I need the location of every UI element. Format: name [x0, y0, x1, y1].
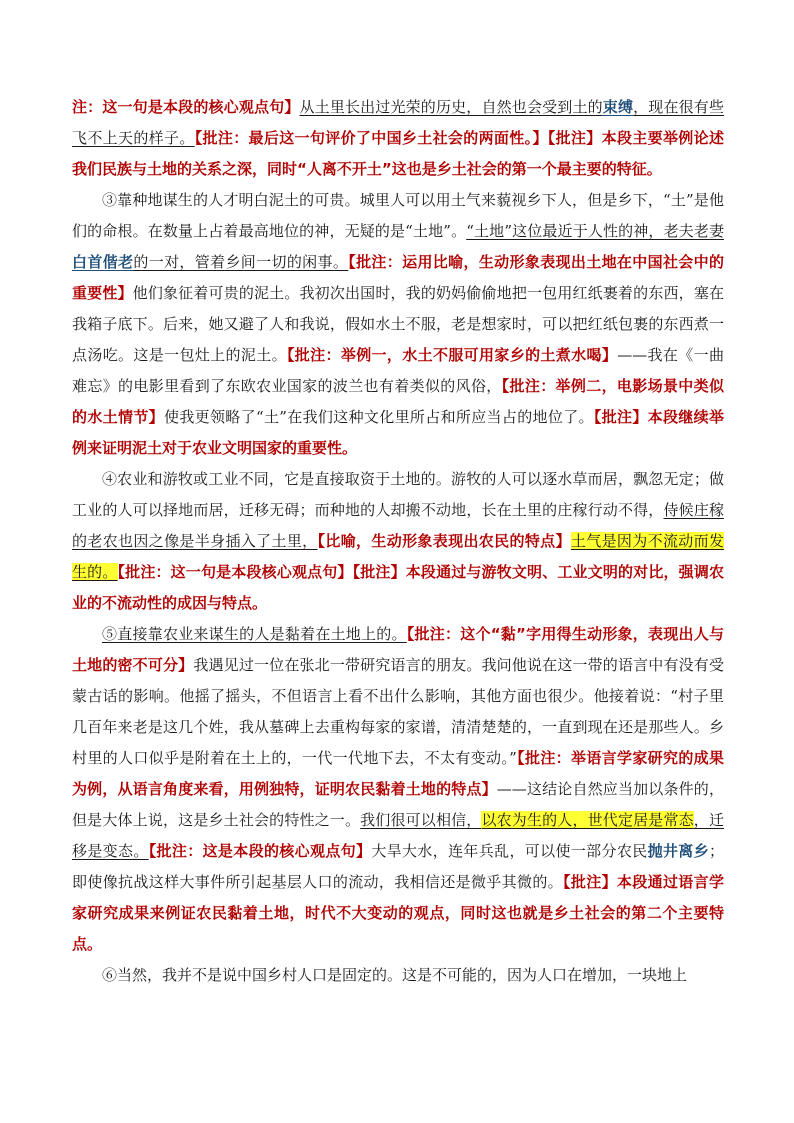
annotation: 【批注：这一句是本段核心观点句】【批注】本段通过与游牧文明、工业文明的对比，强调农业的不流动性的成因与特点。: [72, 563, 724, 612]
underlined-text: ⑤直接靠农业来谋生的人是黏着在土地上的。: [102, 625, 407, 643]
annotation: 【比喻，生动形象表现出农民的特点】: [317, 532, 571, 550]
annotation: 【批注】本段通过语言学家研究成果来例证农民黏着土地，时代不大变动的观点，同时这也就是乡土社会的第二个主要特点。: [72, 873, 724, 953]
body-text: ③靠种地谋生的人才明白泥土的可贵。城里人可以用土气来藐视乡下人，但是乡下，“土”是他们的命根。在数量上占着最高地位的神，无疑的是“土地”。: [72, 191, 724, 240]
underlined-text: ，现在很有些飞不上天的样子。: [72, 98, 724, 147]
annotation: 【批注：举语言学家研究的成果为例，从语言角度来看，用例独特，证明农民黏着土地的特点】: [72, 749, 724, 798]
paragraph-2-tail: [72, 92, 724, 185]
paragraph-6: [72, 960, 724, 991]
highlighted-text: 土气是因为不流动而发生的。: [72, 532, 724, 581]
underlined-text: ，迁移是变态。: [72, 811, 724, 860]
document-page: [72, 92, 724, 991]
body-text: 他们象征着可贵的泥土。我初次出国时，我的奶妈偷偷地把一包用红纸裹着的东西，塞在我箱子底下。后来，她又避了人和我说，假如水土不服，老是想家时，可以把红纸包裹的东西煮一点汤吃。这是一包灶上的泥土。: [72, 284, 724, 364]
body-text: ；即使像抗战这样大事件所引起基层人口的流动，我相信还是微乎其微的。: [72, 842, 724, 891]
paragraph-4: [72, 464, 724, 619]
highlighted-text: 以农为生的人，世代定居是常态: [481, 811, 694, 829]
underlined-text: 我们很可以相信，: [360, 811, 482, 829]
body-text: ⑥当然，我并不是说中国乡村人口是固定的。这是不可能的，因为人口在增加，一块地上: [102, 966, 688, 984]
key-term: 白首偕老: [72, 253, 134, 271]
key-term: 抛井离乡: [647, 842, 709, 860]
annotation: 注：这一句是本段的核心观点句】: [72, 98, 300, 116]
body-text: 我遇见过一位在张北一带研究语言的朋友。我问他说在这一带的语言中有没有受蒙古话的影响。他摇了摇头，不但语言上看不出什么影响，其他方面也很少。他接着说：“村子里几百年来老是这几个姓，我从墓碑上去重构每家的家谱，清清楚楚的，一直到现在还是那些人。乡村里的人口似乎是附着在土上的，一代一代地下去，不太有变动。”: [72, 656, 724, 767]
annotation: 【批注：举例一，水土不服可用家乡的土煮水喝】: [286, 346, 618, 364]
body-text: ——我在《一曲难忘》的电影里看到了东欧农业国家的波兰也有着类似的风俗，: [72, 346, 724, 395]
underlined-text: 从土里长出过光荣的历史，自然也会受到土的: [299, 98, 603, 116]
underlined-text: 的一对，管着乡间一切的闲事。: [133, 253, 349, 271]
paragraph-5: [72, 619, 724, 960]
underlined-text: 侍候庄稼的老农也因之像是半身插入了土里，: [72, 501, 724, 550]
annotation: 【批注：运用比喻，生动形象表现出土地在中国社会中的重要性】: [72, 253, 724, 302]
paragraph-3: [72, 185, 724, 464]
annotation: 【批注】本段继续举例来证明泥土对于农业文明国家的重要性。: [72, 408, 724, 457]
key-term: 束缚: [602, 98, 634, 116]
underlined-text: “土地”这位最近于人性的神，老夫老妻: [466, 222, 724, 240]
body-text: ——这结论自然应当加以条件的，但是大体上说，这是乡土社会的特性之一。: [72, 780, 724, 829]
annotation: 【批注：这是本段的核心观点句】: [148, 842, 372, 860]
body-text: ④农业和游牧或工业不同，它是直接取资于土地的。游牧的人可以逐水草而居，飘忽无定；做工业的人可以择地而居，迁移无碍；而种地的人却搬不动地，长在土里的庄稼行动不得，: [72, 470, 724, 519]
annotation: 【批注：这个“黏”字用得生动形象，表现出人与土地的密不可分】: [72, 625, 724, 674]
body-text: 大旱大水，连年兵乱，可以使一部分农民: [371, 842, 648, 860]
body-text: 使我更领略了“土”在我们这种文化里所占和所应当占的地位了。: [163, 408, 594, 426]
annotation: 【批注：举例二，电影场景中类似的水土情节】: [72, 377, 724, 426]
annotation: 【批注：最后这一句评价了中国乡土社会的两面性。】【批注】本段主要举例论述我们民族与土地的关系之深，同时“人离不开土”这也是乡土社会的第一个最主要的特征。: [72, 129, 724, 178]
